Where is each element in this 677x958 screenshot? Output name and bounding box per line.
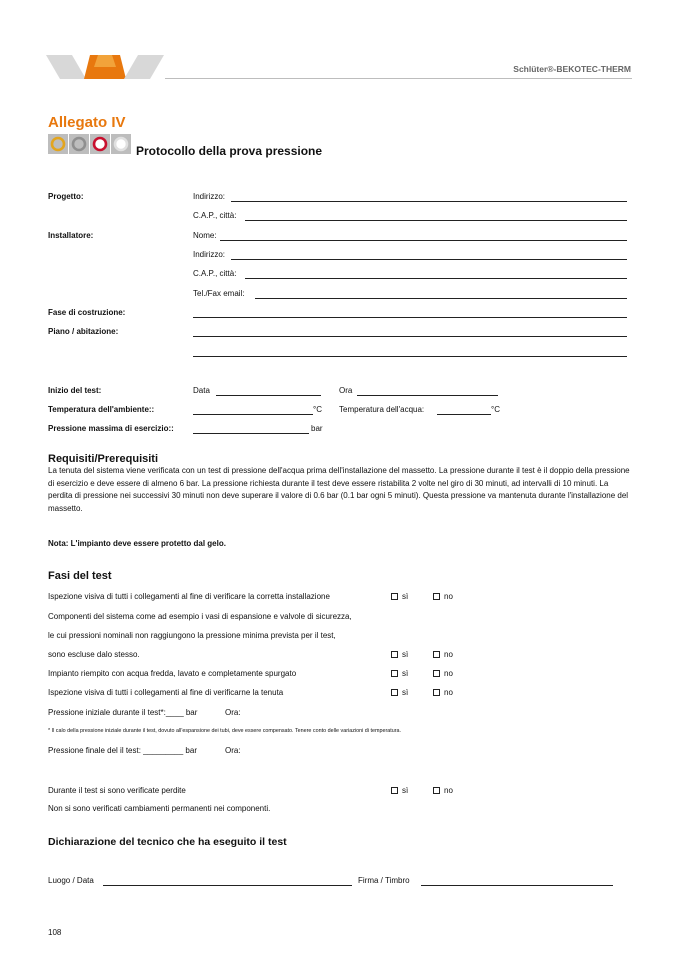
componenti-text-1: Componenti del sistema come ad esempio i vasi di espansione e valvole di sicurezza,: [48, 612, 352, 621]
checkbox-square-icon: [433, 670, 440, 677]
firma-label: Firma / Timbro: [358, 876, 410, 885]
temp-acqua-unit: °C: [491, 405, 500, 414]
pressione-iniziale-text: Pressione iniziale durante il test*:____ bar: [48, 708, 198, 717]
checkbox-yes[interactable]: [391, 650, 408, 659]
fasi-heading: Fasi del test: [48, 570, 112, 582]
no-label: no: [444, 688, 453, 697]
installatore-label: Installatore:: [48, 231, 94, 240]
cambiamenti-text: Non si sono verificati cambiamenti permanenti nei componenti.: [48, 804, 271, 813]
requisiti-body: La tenuta del sistema viene verificata con un test di pressione dell'acqua prima dell'installazione del massetto. La pressione durante il test è il doppio della pressione di esercizio e deve essere di almeno 6 bar. La pressione richiesta durante il test deve essere ristabilita 2 volte nel giro di 30 minuti, ad intervalli di 10 minuti. La perdita di pressione nei successivi 30 minuti non deve superare il valore di 0.6 bar (0.1 bar ogni 5 minuti). Questa pressione va mantenuta durante l'installazione del massetto.: [48, 466, 630, 513]
tel-line[interactable]: [255, 298, 627, 299]
piano-label: Piano / abitazione:: [48, 327, 119, 336]
luogo-line[interactable]: [103, 885, 352, 886]
page-number: 108: [48, 928, 62, 937]
pressione-max-unit: bar: [311, 424, 323, 433]
pressione-finale-ora: Ora:: [225, 746, 241, 755]
checkbox-square-icon: [433, 593, 440, 600]
componenti-text-3: sono escluse dalo stesso.: [48, 650, 140, 659]
checkbox-square-icon: [433, 689, 440, 696]
checkbox-no[interactable]: [433, 650, 453, 659]
pressione-finale-text: Pressione finale del il test: _________ bar: [48, 746, 197, 755]
installatore-cap-line[interactable]: [245, 278, 627, 279]
installatore-cap-label: C.A.P., città:: [193, 269, 237, 278]
cap-label: C.A.P., città:: [193, 211, 237, 220]
pressione-max-line[interactable]: [193, 433, 309, 434]
no-label: no: [444, 669, 453, 678]
indirizzo-line[interactable]: [231, 201, 627, 202]
cap-line[interactable]: [245, 220, 627, 221]
temp-acqua-line[interactable]: [437, 414, 491, 415]
installatore-indirizzo-label: Indirizzo:: [193, 250, 226, 259]
progetto-label: Progetto:: [48, 192, 84, 201]
checkbox-square-icon: [391, 787, 398, 794]
requisiti-heading: Requisiti/Prerequisiti: [48, 453, 159, 465]
brand-name: Schlüter®-BEKOTEC-THERM: [513, 64, 631, 74]
checkbox-yes[interactable]: [391, 786, 408, 795]
fase-label: Fase di costruzione:: [48, 308, 126, 317]
piano-line-2[interactable]: [193, 356, 627, 357]
data-line[interactable]: [216, 395, 321, 396]
luogo-label: Luogo / Data: [48, 876, 94, 885]
ispezione-visiva-text: Ispezione visiva di tutti i collegamenti al fine di verificare la corretta installazione: [48, 592, 330, 601]
temp-ambiente-line[interactable]: [193, 414, 313, 415]
footnote: * Il calo della pressione iniziale durante il test, dovuto all'espansione dei tubi, deve essere compensato. Tenere conto delle variazioni di temperatura.: [48, 728, 402, 734]
checkbox-square-icon: [433, 651, 440, 658]
checkbox-square-icon: [391, 670, 398, 677]
header-rule: [165, 78, 632, 79]
checkbox-no[interactable]: [433, 592, 453, 601]
checkbox-square-icon: [391, 651, 398, 658]
nome-label: Nome:: [193, 231, 217, 240]
installatore-indirizzo-line[interactable]: [231, 259, 627, 260]
ora-line[interactable]: [357, 395, 498, 396]
yes-label: sì: [402, 650, 409, 659]
temp-ambiente-unit: °C: [313, 405, 322, 414]
rings-icon: [48, 134, 132, 154]
checkbox-yes[interactable]: [391, 688, 408, 697]
yes-label: sì: [402, 669, 409, 678]
checkbox-square-icon: [391, 593, 398, 600]
perdite-text: Durante il test si sono verificate perdite: [48, 786, 186, 795]
data-label: Data: [193, 386, 210, 395]
nota-text: Nota: L'impianto deve essere protetto dal gelo.: [48, 539, 226, 548]
temp-ambiente-label: Temperatura dell'ambiente::: [48, 405, 155, 414]
checkbox-no[interactable]: [433, 669, 453, 678]
inizio-label: Inizio del test:: [48, 386, 102, 395]
temp-acqua-label: Temperatura dell'acqua:: [339, 405, 425, 414]
checkbox-square-icon: [391, 689, 398, 696]
tel-label: Tel./Fax email:: [193, 289, 245, 298]
no-label: no: [444, 650, 453, 659]
yes-label: sì: [402, 688, 409, 697]
yes-label: sì: [402, 592, 409, 601]
annex-title: Allegato IV: [48, 114, 126, 131]
yes-label: sì: [402, 786, 409, 795]
firma-line[interactable]: [421, 885, 613, 886]
pressione-iniziale-ora: Ora:: [225, 708, 241, 717]
no-label: no: [444, 786, 453, 795]
ispezione-tenuta-text: Ispezione visiva di tutti i collegamenti al fine di verificarne la tenuta: [48, 688, 284, 697]
checkbox-no[interactable]: [433, 786, 453, 795]
componenti-text-2: le cui pressioni nominali non raggiungono la pressione minima prevista per il test,: [48, 631, 336, 640]
pressione-max-label: Pressione massima di esercizio::: [48, 424, 174, 433]
nome-line[interactable]: [220, 240, 627, 241]
brand-logo: [46, 52, 164, 82]
page-subtitle: Protocollo della prova pressione: [136, 144, 323, 158]
checkbox-yes[interactable]: [391, 592, 408, 601]
piano-line[interactable]: [193, 336, 627, 337]
no-label: no: [444, 592, 453, 601]
dichiarazione-heading: Dichiarazione del tecnico che ha eseguito il test: [48, 836, 287, 848]
checkbox-yes[interactable]: [391, 669, 408, 678]
ora-label: Ora: [339, 386, 353, 395]
checkbox-no[interactable]: [433, 688, 453, 697]
fase-line[interactable]: [193, 317, 627, 318]
impianto-riempito-text: Impianto riempito con acqua fredda, lavato e completamente spurgato: [48, 669, 297, 678]
indirizzo-label: Indirizzo:: [193, 192, 226, 201]
checkbox-square-icon: [433, 787, 440, 794]
